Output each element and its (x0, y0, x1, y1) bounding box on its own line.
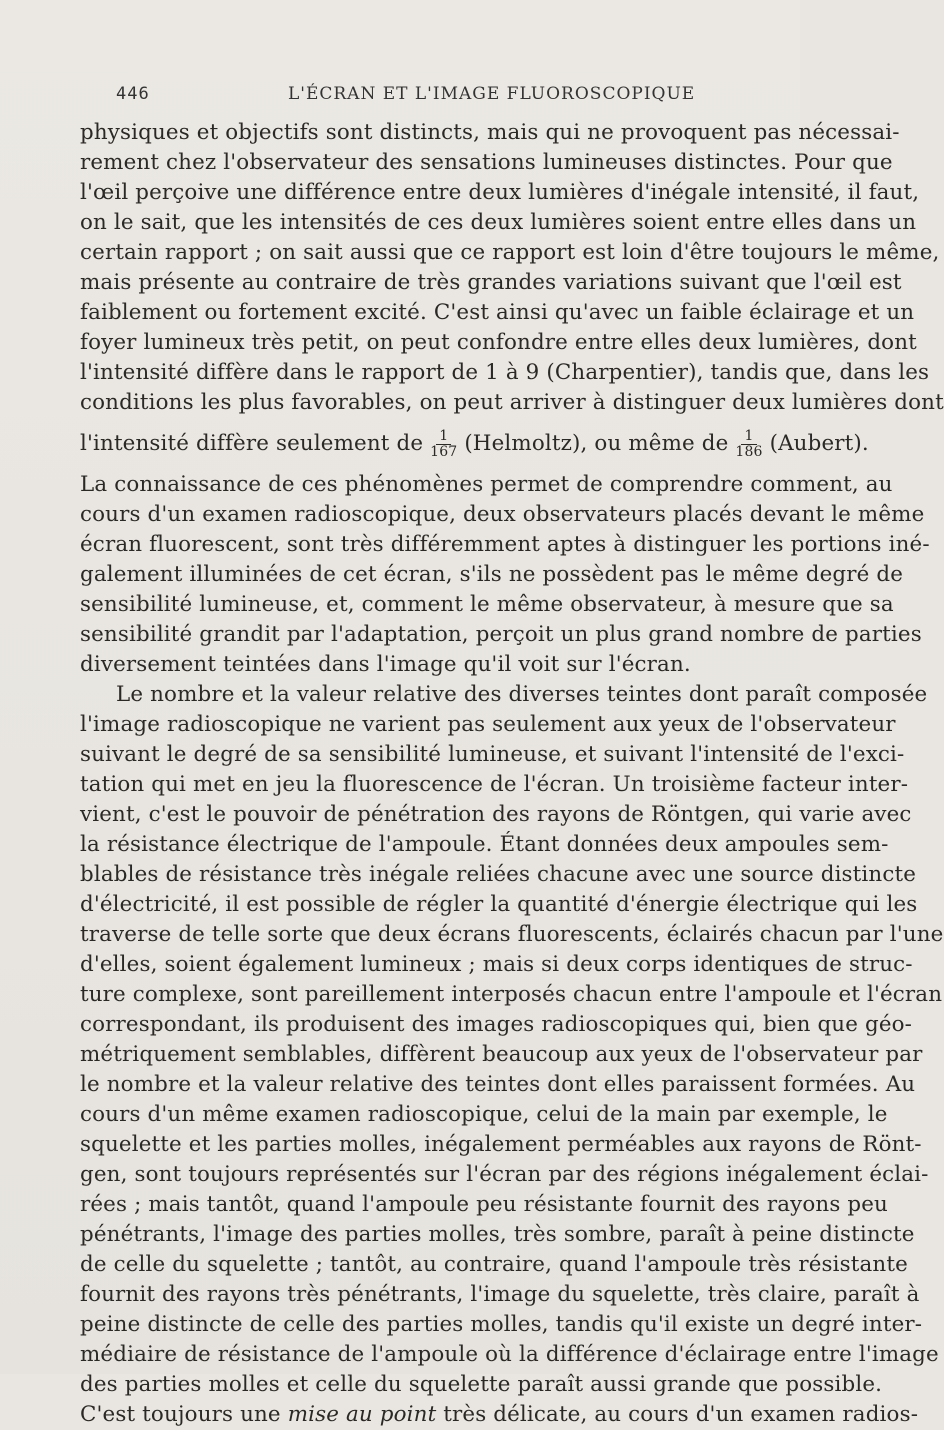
running-title: L'ÉCRAN ET L'IMAGE FLUOROSCOPIQUE (288, 84, 696, 104)
text-line: conditions les plus favorables, on peut arriver à distinguer deux lumières dont (80, 390, 944, 415)
text-line: l'intensité diffère dans le rapport de 1 à 9 (Charpentier), tandis que, dans les (80, 360, 930, 385)
fraction-text-before: l'intensité diffère seulement de (80, 431, 424, 456)
text-line: faiblement ou fortement excité. C'est ainsi qu'avec un faible éclairage et un (80, 300, 915, 325)
text-line: vient, c'est le pouvoir de pénétration des rayons de Röntgen, qui varie avec (80, 802, 912, 827)
text-line: d'elles, soient également lumineux ; mais si deux corps identiques de struc- (80, 952, 913, 977)
text-line: d'électricité, il est possible de régler la quantité d'énergie électrique qui les (80, 892, 918, 917)
fraction-text-middle: (Helmoltz), ou même de (464, 431, 729, 456)
text-line: foyer lumineux très petit, on peut confondre entre elles deux lumières, dont (80, 330, 917, 355)
text-line: correspondant, ils produisent des images radioscopiques qui, bien que géo- (80, 1012, 913, 1037)
text-line: tation qui met en jeu la fluorescence de l'écran. Un troisième facteur inter- (80, 772, 909, 797)
text-line: rées ; mais tantôt, quand l'ampoule peu résistante fournit des rayons peu (80, 1192, 888, 1217)
fraction-numerator: 1 (436, 429, 451, 445)
text-line: physiques et objectifs sont distincts, mais qui ne provoquent pas nécessai- (80, 120, 900, 145)
text-line: diversement teintées dans l'image qu'il voit sur l'écran. (80, 652, 691, 677)
text-line: gen, sont toujours représentés sur l'écran par des régions inégalement éclai- (80, 1162, 929, 1187)
text-line: rement chez l'observateur des sensations lumineuses distinctes. Pour que (80, 150, 893, 175)
text-line: mais présente au contraire de très grandes variations suivant que l'œil est (80, 270, 902, 295)
text-line: traverse de telle sorte que deux écrans fluorescents, éclairés chacun par l'une (80, 922, 944, 947)
fraction-denominator: 167 (430, 443, 458, 460)
text-line: le nombre et la valeur relative des teintes dont elles paraissent formées. Au (80, 1072, 916, 1097)
running-header (116, 84, 746, 108)
text-line: médiaire de résistance de l'ampoule où la différence d'éclairage entre l'image (80, 1342, 939, 1367)
text-line: écran fluorescent, sont très différemment aptes à distinguer les portions iné- (80, 532, 930, 557)
fraction-line (80, 418, 869, 470)
text-line: l'œil perçoive une différence entre deux lumières d'inégale intensité, il faut, (80, 180, 920, 205)
paragraph-1 (80, 118, 944, 680)
text-line: blables de résistance très inégale reliées chacune avec une source distincte (80, 862, 917, 887)
text-line: La connaissance de ces phénomènes permet de comprendre comment, au (80, 472, 893, 497)
text-line: certain rapport ; on sait aussi que ce rapport est loin d'être toujours le même, (80, 240, 940, 265)
emphasis-mise-au-point: mise au point (287, 1402, 437, 1427)
text-run: C'est toujours une (80, 1402, 281, 1427)
text-line: pénétrants, l'image des parties molles, très sombre, paraît à peine distincte (80, 1222, 915, 1247)
fraction-numerator: 1 (741, 429, 756, 445)
text-line: l'image radioscopique ne varient pas seulement aux yeux de l'observateur (80, 712, 896, 737)
fraction-text-after: (Aubert). (769, 431, 869, 456)
text-line: on le sait, que les intensités de ces deux lumières soient entre elles dans un (80, 210, 917, 235)
fraction-denominator: 186 (735, 443, 763, 460)
text-line: suivant le degré de sa sensibilité lumineuse, et suivant l'intensité de l'exci- (80, 742, 905, 767)
text-line: Le nombre et la valeur relative des diverses teintes dont paraît composée (116, 682, 928, 707)
text-line-last (80, 1400, 919, 1430)
text-line: cours d'un même examen radioscopique, celui de la main par exemple, le (80, 1102, 888, 1127)
fraction-aubert (732, 429, 765, 460)
text-line: cours d'un examen radioscopique, deux observateurs placés devant le même (80, 502, 925, 527)
body-text (80, 118, 944, 1430)
text-line: la résistance électrique de l'ampoule. Étant données deux ampoules sem- (80, 832, 889, 857)
text-run: très délicate, au cours d'un examen radios- (443, 1402, 919, 1427)
text-line: squelette et les parties molles, inégalement perméables aux rayons de Rönt- (80, 1132, 922, 1157)
paragraph-2 (80, 680, 944, 1430)
text-line: sensibilité grandit par l'adaptation, perçoit un plus grand nombre de parties (80, 622, 922, 647)
text-line: galement illuminées de cet écran, s'ils ne possèdent pas le même degré de (80, 562, 904, 587)
text-line: peine distincte de celle des parties molles, tandis qu'il existe un degré inter- (80, 1312, 923, 1337)
text-line: des parties molles et celle du squelette paraît aussi grande que possible. (80, 1372, 883, 1397)
text-line: de celle du squelette ; tantôt, au contraire, quand l'ampoule très résistante (80, 1252, 908, 1277)
text-line: ture complexe, sont pareillement interposés chacun entre l'ampoule et l'écran (80, 982, 943, 1007)
fraction-helmoltz (427, 429, 460, 460)
text-line: métriquement semblables, diffèrent beaucoup aux yeux de l'observateur par (80, 1042, 923, 1067)
text-line: sensibilité lumineuse, et, comment le même observateur, à mesure que sa (80, 592, 894, 617)
text-line: fournit des rayons très pénétrants, l'image du squelette, très claire, paraît à (80, 1282, 920, 1307)
page-number: 446 (116, 84, 150, 104)
